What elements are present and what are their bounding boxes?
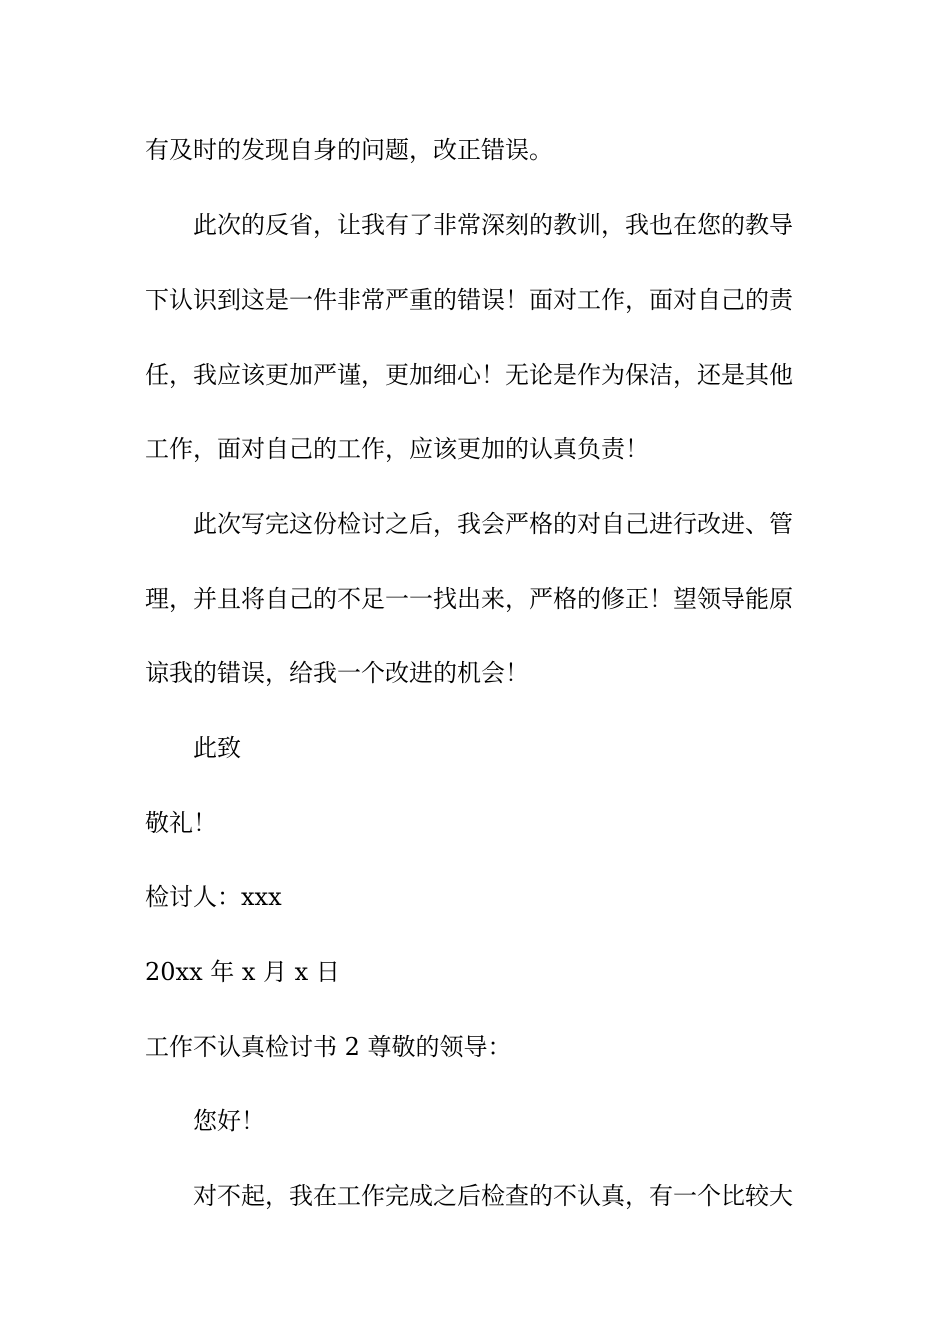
text-line: 此次的反省，让我有了非常深刻的教训，我也在您的教导 xyxy=(193,211,793,239)
text-line: 此次写完这份检讨之后，我会严格的对自己进行改进、管 xyxy=(193,510,793,538)
text-line: 任，我应该更加严谨，更加细心！无论是作为保洁，还是其他 xyxy=(145,361,793,389)
date-line: 20xx 年 x 月 x 日 xyxy=(145,958,340,986)
closing-regards: 敬礼！ xyxy=(145,809,217,837)
closing-salutation: 此致 xyxy=(193,734,241,762)
section-title: 工作不认真检讨书 2 尊敬的领导： xyxy=(145,1033,512,1061)
greeting: 您好！ xyxy=(193,1107,265,1135)
text-line: 有及时的发现自身的问题，改正错误。 xyxy=(145,136,553,164)
text-line: 工作，面对自己的工作，应该更加的认真负责！ xyxy=(145,435,649,463)
text-line: 下认识到这是一件非常严重的错误！面对工作，面对自己的责 xyxy=(145,286,793,314)
signature-line: 检讨人：xxx xyxy=(145,883,282,911)
text-line: 对不起，我在工作完成之后检查的不认真，有一个比较大 xyxy=(193,1182,793,1210)
text-line: 理，并且将自己的不足一一找出来，严格的修正！望领导能原 xyxy=(145,585,793,613)
text-line: 谅我的错误，给我一个改进的机会！ xyxy=(145,659,529,687)
